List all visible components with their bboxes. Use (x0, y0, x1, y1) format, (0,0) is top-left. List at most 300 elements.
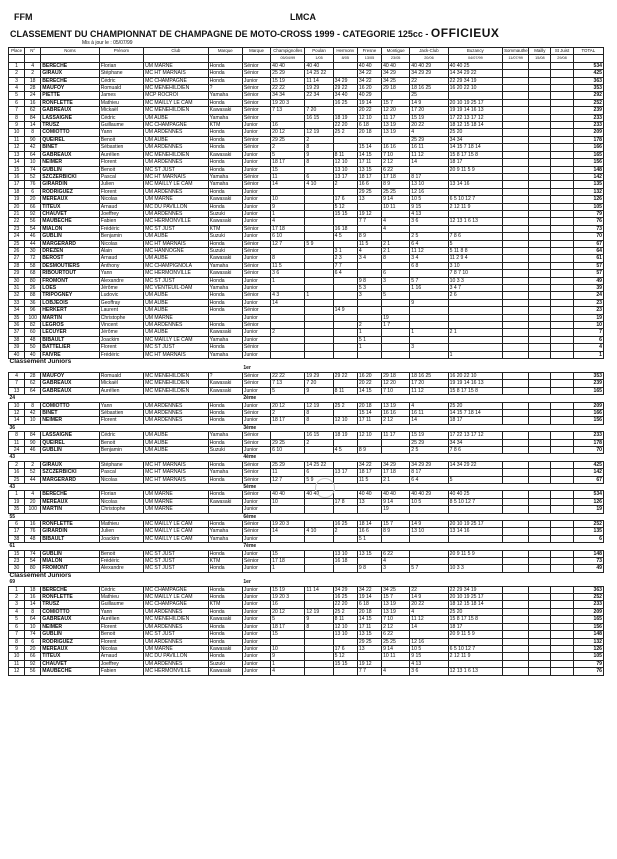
table-cell: FROMONT (41, 277, 99, 284)
table-cell: Junior (242, 233, 270, 240)
table-cell: 64 (25, 387, 41, 394)
table-cell: 1 (271, 565, 305, 572)
table-cell (551, 586, 573, 593)
table-cell: 9 14 (382, 645, 410, 652)
table-cell (333, 638, 357, 645)
table-cell: Junior (242, 446, 270, 453)
table-cell: Nicolas (99, 240, 143, 247)
table-cell: MC HT MARNAIS (144, 469, 209, 476)
table-cell (271, 314, 305, 321)
table-cell: 4 (382, 558, 410, 565)
table-cell (529, 196, 551, 203)
table-cell: 8 (25, 608, 41, 615)
table-cell: 233 (573, 432, 603, 439)
table-cell (305, 285, 333, 292)
table-cell: 19 (9, 196, 25, 203)
table-cell: MC MAILLY LE CAM (144, 521, 209, 528)
table-row (9, 380, 604, 387)
table-cell: 16 20 22 10 (448, 85, 502, 92)
table-cell (382, 92, 410, 99)
table-cell (448, 210, 502, 217)
table-cell (333, 285, 357, 292)
table-cell: 14 (410, 417, 448, 424)
table-cell: 135 (573, 181, 603, 188)
document-header (0, 0, 617, 52)
table-cell (382, 535, 410, 542)
table-cell: 16 20 (357, 85, 381, 92)
table-row (9, 387, 604, 394)
table-cell: 19 19 14 16 13 (448, 380, 502, 387)
table-cell: 20 12 (271, 608, 305, 615)
table-cell (551, 476, 573, 483)
table-cell: 34 25 (382, 77, 410, 84)
table-cell: 49 (573, 565, 603, 572)
table-cell: Yann (99, 402, 143, 409)
table-cell (529, 85, 551, 92)
col-name: Noms (41, 48, 99, 55)
group-team-score (9, 365, 41, 372)
table-cell: Honda (208, 188, 242, 195)
table-cell: Frédéric (99, 225, 143, 232)
table-cell (410, 292, 448, 299)
table-cell (529, 402, 551, 409)
table-cell (448, 558, 502, 565)
table-cell: 2 (25, 461, 41, 468)
table-cell: 10 11 (382, 653, 410, 660)
table-cell: GUBLIN (41, 166, 99, 173)
table-cell: 425 (573, 70, 603, 77)
table-cell: 9 (410, 299, 448, 306)
table-cell: 74 (25, 631, 41, 638)
table-cell: 3 (382, 565, 410, 572)
table-cell: 11 5 (357, 476, 381, 483)
table-cell (305, 498, 333, 505)
table-cell: 39 (9, 344, 25, 351)
table-cell: 8 (305, 409, 333, 416)
table-row (9, 70, 604, 77)
table-cell: 2 5 (410, 233, 448, 240)
table-row (9, 608, 604, 615)
table-cell: 8 (305, 623, 333, 630)
table-cell (551, 387, 573, 394)
table-cell: Frédéric (99, 558, 143, 565)
table-cell: 2 12 11 9 (448, 653, 502, 660)
table-cell: BEROST (41, 255, 99, 262)
table-cell: 2 6 (448, 292, 502, 299)
table-cell (529, 565, 551, 572)
table-cell: 10 (271, 196, 305, 203)
table-cell (529, 660, 551, 667)
table-cell: 80 (25, 277, 41, 284)
table-cell: 9 15 (410, 653, 448, 660)
table-cell: 29 18 (382, 372, 410, 379)
table-cell: 34 34 (448, 439, 502, 446)
table-cell (305, 99, 333, 106)
table-row (9, 210, 604, 217)
table-cell (551, 329, 573, 336)
table-cell: GUBLIN (41, 233, 99, 240)
table-row (9, 129, 604, 136)
table-cell: 9 8 (357, 277, 381, 284)
table-cell: 19 14 (357, 594, 381, 601)
group-team-score: 61 (9, 543, 16, 550)
table-cell: 105 (573, 653, 603, 660)
table-cell: 23 (573, 299, 603, 306)
table-cell: 14 9 (333, 307, 357, 314)
table-cell: 34 34 (271, 92, 305, 99)
table-cell: 6 22 (382, 550, 410, 557)
table-cell (529, 144, 551, 151)
update-date: Mis à jour le : 05/07/99 (82, 40, 133, 46)
table-cell: Joackim (99, 336, 143, 343)
table-cell (529, 307, 551, 314)
table-cell: LASSAIGNE (41, 432, 99, 439)
table-cell: MC MENEHILDIEN (144, 387, 209, 394)
table-cell: UM MARNE (144, 498, 209, 505)
group-header (9, 395, 604, 402)
table-cell: 7 7 (333, 262, 357, 269)
table-cell (382, 285, 410, 292)
table-cell: 19 19 14 16 13 (448, 107, 502, 114)
table-cell: BIBAULT (41, 336, 99, 343)
table-row (9, 439, 604, 446)
table-cell: 2 (357, 322, 381, 329)
table-cell: Sénior (242, 144, 270, 151)
table-cell: 11 12 (410, 151, 448, 158)
table-cell: Florian (99, 62, 143, 69)
table-cell: LEGROS (41, 322, 99, 329)
table-cell: 10 (25, 417, 41, 424)
table-cell: 12 16 (410, 188, 448, 195)
table-cell: Honda (208, 144, 242, 151)
table-cell: Aurélien (99, 151, 143, 158)
table-cell: 13 14 16 (448, 181, 502, 188)
table-cell: 7 (9, 380, 25, 387)
table-cell: 2 (333, 181, 357, 188)
table-cell (529, 372, 551, 379)
table-cell: MC VENTEUIL-DAM (144, 285, 209, 292)
table-cell (333, 351, 357, 358)
official-status: OFFICIEUX (430, 26, 500, 40)
table-cell: Yamaha (208, 262, 242, 269)
table-cell: 60 (25, 329, 41, 336)
table-cell: 6 5 10 12 7 (448, 196, 502, 203)
table-cell: FAIVRE (41, 351, 99, 358)
table-cell: 72 (25, 255, 41, 262)
league-label: LMCA (290, 12, 316, 22)
table-cell: 40 40 (382, 62, 410, 69)
table-cell: 4 10 (305, 528, 333, 535)
table-cell (529, 225, 551, 232)
table-cell: Kawasaki (208, 380, 242, 387)
table-cell: 4 (410, 608, 448, 615)
table-cell: 13 (357, 196, 381, 203)
table-cell: TRUSZ (41, 601, 99, 608)
table-cell: 40 40 (271, 62, 305, 69)
table-cell: COMIOTTO (41, 608, 99, 615)
table-cell: 4 (9, 608, 25, 615)
table-cell: 156 (573, 623, 603, 630)
table-cell: 100 (25, 506, 41, 513)
table-cell: 10 (25, 623, 41, 630)
table-cell: MC HANNOGNE (144, 247, 209, 254)
table-cell: Junior (242, 631, 270, 638)
table-cell: Junior (242, 218, 270, 225)
table-cell (529, 77, 551, 84)
table-cell (503, 372, 529, 379)
table-cell: 5 (9, 92, 25, 99)
table-cell: SZCZERBICKI (41, 469, 99, 476)
table-cell: 20 10 19 25 17 (448, 594, 502, 601)
table-cell (551, 645, 573, 652)
table-cell: MC CHAMPIGNOLA (144, 262, 209, 269)
table-cell (305, 262, 333, 269)
table-cell (529, 166, 551, 173)
table-cell: Florian (99, 491, 143, 498)
table-cell: Yamaha (208, 528, 242, 535)
table-cell: 39 (573, 285, 603, 292)
table-cell: 534 (573, 62, 603, 69)
table-cell: 7 (9, 107, 25, 114)
table-cell: UM ARDENNES (144, 129, 209, 136)
table-row (9, 247, 604, 254)
table-cell: 20 10 19 25 17 (448, 521, 502, 528)
table-cell: 6 4 (333, 270, 357, 277)
table-cell (529, 322, 551, 329)
table-cell: 70 (573, 233, 603, 240)
table-cell: 17 22 13 17 12 (448, 432, 502, 439)
table-cell (551, 70, 573, 77)
table-cell: 6 (573, 535, 603, 542)
table-cell: 16 15 (305, 432, 333, 439)
table-cell (551, 372, 573, 379)
table-cell: 6 (382, 270, 410, 277)
table-head (9, 48, 604, 63)
table-cell: 126 (573, 196, 603, 203)
table-cell: 14 9 (410, 521, 448, 528)
table-cell (551, 594, 573, 601)
table-cell (305, 299, 333, 306)
table-cell: Junior (242, 166, 270, 173)
table-cell: 22 29 34 19 (448, 77, 502, 84)
table-cell: MC ST JUST (144, 631, 209, 638)
table-cell: MC MENEHILDIEN (144, 372, 209, 379)
table-row (9, 307, 604, 314)
table-cell: 1 (9, 62, 25, 69)
table-cell: 14 (25, 122, 41, 129)
table-cell: 18 12 15 18 14 (448, 601, 502, 608)
table-cell: 7 20 (305, 380, 333, 387)
col-total: TOTAL (573, 48, 603, 55)
table-cell (503, 380, 529, 387)
table-cell: NEIMER (41, 417, 99, 424)
table-cell: Sénior (242, 270, 270, 277)
table-cell: 29 25 (271, 439, 305, 446)
table-cell: 19 20 3 (271, 594, 305, 601)
section-title: Classement Juniors (9, 572, 72, 579)
table-cell: Florent (99, 623, 143, 630)
table-cell (382, 299, 410, 306)
table-cell: 1 (9, 586, 25, 593)
title-text: CLASSEMENT DU CHAMPIONNAT DE CHAMPAGNE DE MOTO-CROSS 1999 - CATEGORIE 125cc - (10, 29, 429, 39)
table-cell: 25 29 (410, 136, 448, 143)
table-cell: 40 (25, 351, 41, 358)
table-cell: 18 (25, 77, 41, 84)
table-cell: MC MENEHILDIEN (144, 85, 209, 92)
table-cell (271, 344, 305, 351)
table-cell: 29 25 (357, 638, 381, 645)
table-cell: 156 (573, 159, 603, 166)
table-cell: 13 19 (382, 402, 410, 409)
table-cell: Kawasaki (208, 255, 242, 262)
table-cell: 18 14 (357, 521, 381, 528)
table-cell (305, 255, 333, 262)
table-cell (357, 262, 381, 269)
table-row (9, 136, 604, 143)
table-cell: 7 20 (305, 107, 333, 114)
table-cell: Honda (208, 461, 242, 468)
table-cell: 3 6 (271, 270, 305, 277)
table-cell (551, 558, 573, 565)
table-cell: 34 (9, 307, 25, 314)
table-cell: Junior (242, 203, 270, 210)
table-cell (503, 387, 529, 394)
table-cell: MC ST JUST (144, 565, 209, 572)
table-cell: 126 (573, 498, 603, 505)
table-cell: Sénior (242, 70, 270, 77)
table-cell (529, 210, 551, 217)
table-cell: 20 22 (357, 380, 381, 387)
table-cell: 16 25 (333, 99, 357, 106)
table-cell: Alain (99, 247, 143, 254)
table-cell (529, 292, 551, 299)
table-cell: 14 15 7 18 14 (448, 144, 502, 151)
table-cell: 22 (9, 218, 25, 225)
table-cell: 34 25 (382, 586, 410, 593)
table-cell: Sénior (242, 528, 270, 535)
table-cell: Sénior (242, 107, 270, 114)
table-cell: LASSAIGNE (41, 114, 99, 121)
table-cell: 26 (25, 285, 41, 292)
table-row (9, 476, 604, 483)
table-cell (357, 299, 381, 306)
table-cell: QUEIREL (41, 439, 99, 446)
table-cell (357, 307, 381, 314)
table-cell: MAUBECHE (41, 218, 99, 225)
table-cell: UM ARDENNES (144, 210, 209, 217)
table-cell (503, 85, 529, 92)
table-cell: Stéphane (99, 461, 143, 468)
table-cell: 82 (25, 322, 41, 329)
group-rank: 6ème (243, 513, 257, 520)
table-cell (551, 653, 573, 660)
table-cell: 24 (9, 446, 25, 453)
table-cell: 12 19 (305, 608, 333, 615)
table-row (9, 653, 604, 660)
table-cell: MC MAILLY LE CAM (144, 535, 209, 542)
col-race: Poulan (305, 48, 333, 55)
table-cell: 52 (25, 469, 41, 476)
table-cell: Honda (208, 550, 242, 557)
table-cell: 4 (382, 668, 410, 675)
table-cell: MC MAILLY LE CAM (144, 528, 209, 535)
table-cell: Honda (208, 203, 242, 210)
group-team-score: 69 (9, 579, 16, 586)
table-cell: Junior (242, 299, 270, 306)
table-cell (529, 594, 551, 601)
table-cell: 23 (9, 225, 25, 232)
table-cell (333, 535, 357, 542)
table-cell: MC HT MARNAIS (144, 70, 209, 77)
table-cell: 15 (271, 550, 305, 557)
table-cell (529, 653, 551, 660)
table-cell (551, 218, 573, 225)
table-cell: Junior (242, 77, 270, 84)
table-cell (333, 218, 357, 225)
table-cell (529, 432, 551, 439)
table-cell: Joeffrey (99, 210, 143, 217)
table-cell (551, 528, 573, 535)
table-cell: 12 13 1 6 13 (448, 668, 502, 675)
group-rank: 1er (243, 365, 251, 372)
group-team-score: 55 (9, 513, 16, 520)
table-cell (305, 307, 333, 314)
table-cell: Mathieu (99, 99, 143, 106)
table-cell (503, 535, 529, 542)
table-cell: 88 (25, 292, 41, 299)
table-cell: Joackim (99, 535, 143, 542)
table-cell (503, 314, 529, 321)
table-cell: 5 3 (357, 285, 381, 292)
table-cell: 8 9 (382, 528, 410, 535)
table-cell: 30 (25, 247, 41, 254)
table-cell (551, 225, 573, 232)
table-cell (410, 307, 448, 314)
table-cell (305, 645, 333, 652)
table-cell: Honda (208, 77, 242, 84)
table-cell: KTM (208, 122, 242, 129)
table-cell: 14 (410, 159, 448, 166)
table-cell: Sénior (242, 521, 270, 528)
group-rank: 1er (243, 579, 251, 586)
col-race: Jack-Club (410, 48, 448, 55)
table-cell: 13 15 (357, 550, 381, 557)
table-cell: Junior (242, 255, 270, 262)
table-cell: Mathieu (99, 594, 143, 601)
table-cell (305, 660, 333, 667)
table-cell: 29 22 (333, 85, 357, 92)
table-cell: 6 (573, 336, 603, 343)
table-cell: 8 (305, 417, 333, 424)
table-cell (410, 314, 448, 321)
table-cell: Junior (242, 608, 270, 615)
table-cell (382, 136, 410, 143)
table-cell: 14 (271, 528, 305, 535)
table-cell: 22 22 (271, 372, 305, 379)
table-cell (333, 70, 357, 77)
table-cell (529, 387, 551, 394)
table-cell: Kawasaki (208, 498, 242, 505)
race-date: 8/05 (333, 55, 357, 62)
table-cell: 17 18 (382, 173, 410, 180)
table-row (9, 645, 604, 652)
table-cell (529, 417, 551, 424)
table-cell: 34 22 (357, 461, 381, 468)
table-cell: 66 (25, 653, 41, 660)
table-cell: 16 (9, 469, 25, 476)
table-cell: 2 (9, 70, 25, 77)
table-cell: 7 (9, 631, 25, 638)
